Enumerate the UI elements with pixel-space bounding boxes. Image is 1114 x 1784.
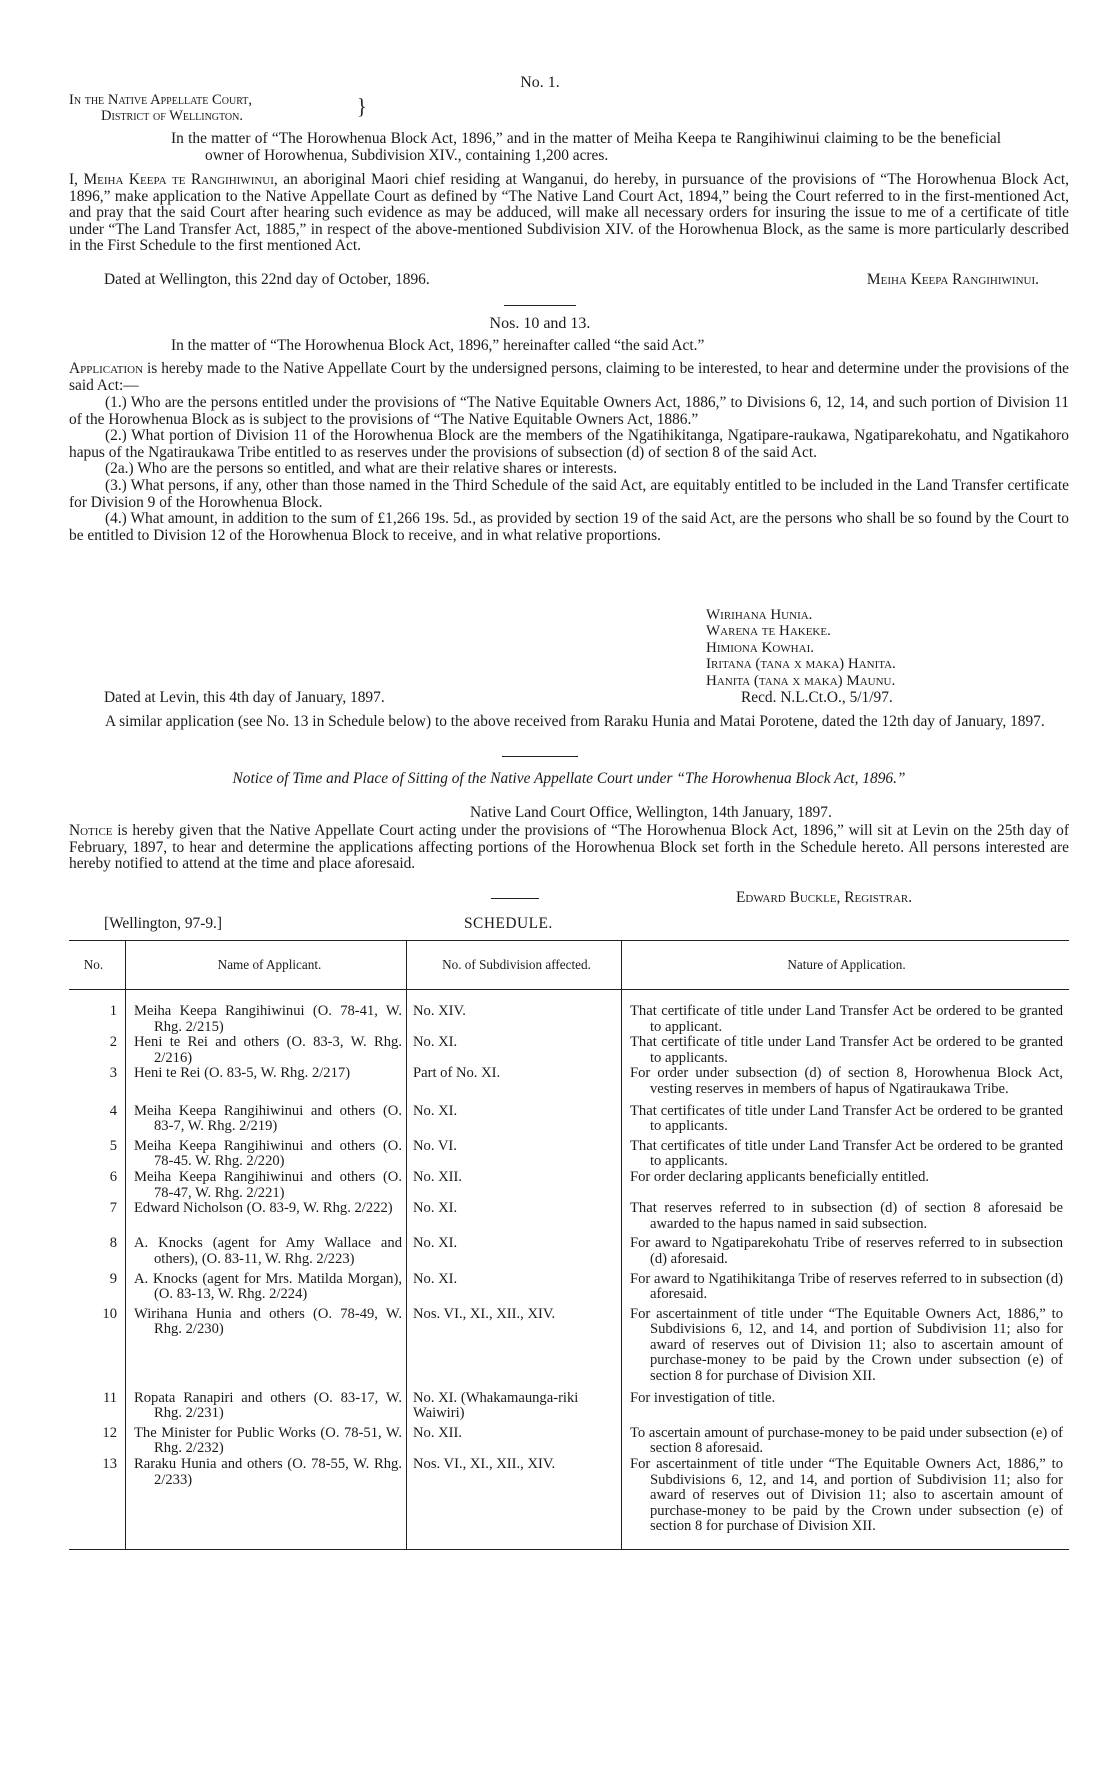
row-nature-text: For order under subsection (d) of section 8, Horowhenua Block Act, vesting reserves in members of hapus of Ngatiraukawa Tribe. xyxy=(630,1065,1063,1097)
row-number xyxy=(69,1201,126,1236)
row-nature xyxy=(622,1272,1070,1307)
row-subdivision-text: Nos. VI., XI., XII., XIV. xyxy=(413,1305,556,1322)
row-number xyxy=(69,1139,126,1170)
signatory-4: Iritana (tana x maka) Hanita. xyxy=(706,656,896,673)
row-applicant xyxy=(126,1272,407,1307)
table-row xyxy=(69,1139,1069,1170)
row-number-text: 4 xyxy=(109,1102,117,1119)
row-subdivision-text: No. XII. xyxy=(413,1424,463,1441)
row-subdivision xyxy=(407,1307,622,1391)
row-number-text: 10 xyxy=(102,1305,117,1322)
row-applicant-text: Raraku Hunia and others (O. 78-55, W. Rhg. 2/233) xyxy=(134,1456,402,1488)
row-number-text: 9 xyxy=(109,1270,117,1287)
notice3-office: Native Land Court Office, Wellington, 14th January, 1897. xyxy=(470,804,832,821)
court-line-2: District of Wellington. xyxy=(101,108,244,124)
row-applicant-text: Meiha Keepa Rangihiwinui and others (O. 78-45. W. Rhg. 2/220) xyxy=(134,1137,402,1170)
notice-lead: Notice xyxy=(69,822,113,839)
row-applicant xyxy=(126,1457,407,1549)
table-row xyxy=(69,1272,1069,1307)
notice2-application xyxy=(69,361,1069,394)
notice3-body xyxy=(69,823,1069,873)
court-heading xyxy=(69,92,252,124)
row-nature xyxy=(622,1170,1070,1201)
divider xyxy=(491,898,539,899)
table-row xyxy=(69,1201,1069,1236)
row-applicant xyxy=(126,1035,407,1066)
notice3-heading: Notice of Time and Place of Sitting of the Native Appellate Court under “The Horowhenua Block Act, 1896.” xyxy=(232,770,906,787)
signatory-1: Wirihana Hunia. xyxy=(706,607,813,623)
row-number-text: 5 xyxy=(109,1137,117,1154)
table-row xyxy=(69,1426,1069,1457)
table-row xyxy=(69,1457,1069,1549)
row-nature-text: That certificates of title under Land Transfer Act be ordered to be granted to applicants. xyxy=(630,1102,1063,1135)
row-nature-text: To ascertain amount of purchase-money to be paid under subsection (e) of section 8 aforesaid. xyxy=(630,1424,1063,1457)
notice1-number: No. 1. xyxy=(520,74,560,91)
row-nature-text: That reserves referred to in subsection (d) of section 8 aforesaid be awarded to the hapus named in said subsection. xyxy=(630,1200,1063,1232)
item-3: (3.) What persons, if any, other than those named in the Third Schedule of the said Act, are equitably entitled to be included in the Land Transfer certificate for Division 9 of the Horowhenua Block. xyxy=(69,476,1069,511)
signatories xyxy=(706,607,896,689)
schedule-title: SCHEDULE. xyxy=(464,915,553,932)
table-header-row xyxy=(69,941,1069,990)
schedule-table xyxy=(69,940,1069,1550)
row-nature xyxy=(622,1457,1070,1549)
row-nature xyxy=(622,1391,1070,1426)
notice1-text: an aboriginal Maori chief residing at Wanganui, do hereby, in pursuance of the provisions of “The Horowhenua Block Act, 1896,” make application to the Native Appellate Court as defined by “The Native Land Court Act, 1894,” being the Court referred to in the first-mentioned Act, and pray that the said Court after hearing such evidence as may be adduced, will make all necessary orders for insuring the issue to me of a certificate of title under “The Land Transfer Act, 1885,” in respect of the above-mentioned Subdivision XIV. of the Horowhenua Block, as the same is more particularly described in the First Schedule to the first mentioned Act. xyxy=(69,171,1069,255)
table-row xyxy=(69,1066,1069,1103)
row-subdivision xyxy=(407,1139,622,1170)
notice2-items xyxy=(69,395,1069,544)
header-no: No. xyxy=(69,941,126,990)
row-subdivision xyxy=(407,1104,622,1139)
row-subdivision xyxy=(407,1426,622,1457)
row-nature xyxy=(622,1035,1070,1066)
header-nature: Nature of Application. xyxy=(622,941,1070,990)
row-applicant-text: Meiha Keepa Rangihiwinui (O. 78-41, W. Rhg. 2/215) xyxy=(134,1003,402,1035)
court-line-1: In the Native Appellate Court, xyxy=(69,92,253,108)
row-subdivision-text: Nos. VI., XI., XII., XIV. xyxy=(413,1456,556,1473)
notice2-received: Recd. N.L.Ct.O., 5/1/97. xyxy=(741,689,893,706)
row-subdivision-text: No. XI. (Whakamaunga-riki Waiwiri) xyxy=(413,1389,579,1422)
row-nature-text: For award to Ngatiparekohatu Tribe of reserves referred to in subsection (d) aforesaid. xyxy=(630,1235,1063,1267)
row-applicant xyxy=(126,1201,407,1236)
row-applicant-text: A. Knocks (agent for Mrs. Matilda Morgan), (O. 83-13, W. Rhg. 2/224) xyxy=(134,1270,402,1303)
row-nature xyxy=(622,1307,1070,1391)
row-number xyxy=(69,1307,126,1391)
row-subdivision-text: No. XII. xyxy=(413,1168,463,1185)
header-name: Name of Applicant. xyxy=(126,941,407,990)
row-applicant-text: Meiha Keepa Rangihiwinui and others (O. 83-7, W. Rhg. 2/219) xyxy=(134,1102,402,1135)
notice2-similar: A similar application (see No. 13 in Schedule below) to the above received from Raraku Hunia and Matai Porotene, dated the 12th day of January, 1897. xyxy=(105,713,1045,730)
row-number-text: 12 xyxy=(102,1424,117,1441)
row-subdivision-text: Part of No. XI. xyxy=(413,1065,501,1082)
application-lead: Application xyxy=(69,360,144,377)
item-2a: (2a.) Who are the persons so entitled, and what are their relative shares or interests. xyxy=(105,460,618,478)
table-row xyxy=(69,1307,1069,1391)
notice1-signature: Meiha Keepa Rangihiwinui. xyxy=(866,271,1039,288)
row-nature-text: For order declaring applicants beneficially entitled. xyxy=(630,1168,930,1185)
table-row xyxy=(69,1035,1069,1066)
table-row xyxy=(69,1170,1069,1201)
row-applicant-text: The Minister for Public Works (O. 78-51, W. Rhg. 2/232) xyxy=(134,1424,402,1457)
divider xyxy=(502,756,578,757)
row-applicant xyxy=(126,1139,407,1170)
row-number xyxy=(69,1104,126,1139)
signatory-3: Himiona Kowhai. xyxy=(706,639,814,656)
row-applicant-text: Heni te Rei (O. 83-5, W. Rhg. 2/217) xyxy=(134,1065,351,1082)
gazette-ref: [Wellington, 97-9.] xyxy=(104,915,223,932)
table-row xyxy=(69,1391,1069,1426)
registrar: Edward Buckle, Registrar. xyxy=(736,889,913,906)
row-number xyxy=(69,1170,126,1201)
row-subdivision-text: No. XI. xyxy=(413,1270,458,1287)
notice1-dated-row xyxy=(104,272,1069,289)
notice1-body xyxy=(69,172,1069,255)
signatory-5: Hanita (tana x maka) Maunu. xyxy=(706,672,896,689)
row-number xyxy=(69,1236,126,1271)
schedule-body xyxy=(69,990,1069,1550)
notice2-number: Nos. 10 and 13. xyxy=(489,315,591,332)
notice3-text: is hereby given that the Native Appellate Court acting under the provisions of “The Horowhenua Block Act, 1896,” will sit at Levin on the 25th day of February, 1897, to hear and determine the applications affecting portions of the Horowhenua Block set forth in the Schedule hereto. All persons interested are hereby notified to attend at the time and place aforesaid. xyxy=(69,822,1069,873)
row-subdivision xyxy=(407,1391,622,1426)
row-number xyxy=(69,1391,126,1426)
signatory-2: Warena te Hakeke. xyxy=(706,623,831,640)
notice2-dated: Dated at Levin, this 4th day of January, 1897. xyxy=(104,689,385,706)
row-number xyxy=(69,1272,126,1307)
row-applicant-text: Edward Nicholson (O. 83-9, W. Rhg. 2/222) xyxy=(134,1200,393,1217)
item-4: (4.) What amount, in addition to the sum of £1,266 19s. 5d., as provided by section 19 of the said Act, are the persons who shall be so found by the Court to be entitled to Division 12 of the Horowhenua Block to receive, and in what relative proportions. xyxy=(69,510,1069,544)
row-subdivision xyxy=(407,1066,622,1103)
row-number-text: 2 xyxy=(109,1034,117,1051)
row-nature-text: That certificates of title under Land Transfer Act be ordered to be granted to applicants. xyxy=(630,1137,1063,1170)
row-applicant xyxy=(126,1426,407,1457)
row-subdivision xyxy=(407,1201,622,1236)
row-subdivision xyxy=(407,1035,622,1066)
row-subdivision xyxy=(407,1272,622,1307)
row-subdivision xyxy=(407,1457,622,1549)
header-subdivision: No. of Subdivision affected. xyxy=(407,941,622,990)
court-brace: } xyxy=(357,94,367,120)
row-nature xyxy=(622,1066,1070,1103)
row-number-text: 8 xyxy=(109,1235,117,1252)
row-applicant xyxy=(126,1170,407,1201)
row-nature-text: For ascertainment of title under “The Equitable Owners Act, 1886,” to Subdivisions 6, 12, and 14, and portion of Subdivision 11; also for award of reserves out of Division 11; also to ascertain amount of purchase-money to be paid by the Crown under subsection (e) of section 8 for purchase of Division XII. xyxy=(630,1305,1063,1385)
row-number xyxy=(69,1066,126,1103)
row-applicant xyxy=(126,1236,407,1271)
row-number-text: 6 xyxy=(109,1168,117,1185)
row-nature xyxy=(622,1236,1070,1271)
row-number-text: 1 xyxy=(109,1003,117,1019)
row-applicant xyxy=(126,1104,407,1139)
row-applicant-text: Wirihana Hunia and others (O. 78-49, W. Rhg. 2/230) xyxy=(134,1305,402,1338)
item-1: (1.) Who are the persons entitled under the provisions of “The Native Equitable Owners Act, 1886,” to Divisions 6, 12, 14, and such portion of Division 11 of the Horowhenua Block as is subject to the provisions of “The Native Equitable Owners Act, 1886.” xyxy=(69,394,1069,428)
row-subdivision-text: No. VI. xyxy=(413,1137,457,1154)
row-applicant-text: Ropata Ranapiri and others (O. 83-17, W. Rhg. 2/231) xyxy=(134,1389,402,1422)
divider xyxy=(504,305,576,306)
row-subdivision-text: No. XI. xyxy=(413,1102,458,1119)
notice1-matter: In the matter of “The Horowhenua Block Act, 1896,” and in the matter of Meiha Keepa te Rangihiwinui claiming to be the beneficial owner of Horowhenua, Subdivision XIV., containing 1,200 acres. xyxy=(171,130,1001,164)
row-nature xyxy=(622,1104,1070,1139)
row-applicant-text: Heni te Rei and others (O. 83-3, W. Rhg. 2/216) xyxy=(134,1034,402,1066)
row-number xyxy=(69,1426,126,1457)
row-number xyxy=(69,1004,126,1035)
row-nature-text: For award to Ngatihikitanga Tribe of reserves referred to in subsection (d) aforesaid. xyxy=(630,1270,1063,1303)
row-subdivision-text: No. XIV. xyxy=(413,1003,466,1019)
item-2: (2.) What portion of Division 11 of the Horowhenua Block are the members of the Ngatihikitanga, Ngatipare-raukawa, Ngatiparekohatu, and Ngatikahoro hapus of the Ngatiraukawa Tribe entitled to as reserves under the provisions of subsection (d) of section 8 of the said Act. xyxy=(69,427,1069,461)
row-nature xyxy=(622,1139,1070,1170)
row-subdivision-text: No. XI. xyxy=(413,1034,458,1051)
row-number xyxy=(69,1457,126,1549)
row-subdivision xyxy=(407,1004,622,1035)
notice1-dated: Dated at Wellington, this 22nd day of October, 1896. xyxy=(104,271,430,288)
table-row xyxy=(69,1104,1069,1139)
row-nature-text: That certificate of title under Land Transfer Act be ordered to be granted to applicants. xyxy=(630,1034,1063,1066)
table-row xyxy=(69,1004,1069,1035)
row-applicant xyxy=(126,1066,407,1103)
row-applicant xyxy=(126,1004,407,1035)
row-applicant xyxy=(126,1391,407,1426)
row-nature-text: That certificate of title under Land Transfer Act be ordered to be granted to applicant. xyxy=(630,1003,1063,1035)
notice1-applicant: I, Meiha Keepa te Rangihiwinui, xyxy=(69,171,278,188)
notice2-matter: In the matter of “The Horowhenua Block Act, 1896,” hereinafter called “the said Act.” xyxy=(171,337,705,354)
row-number-text: 7 xyxy=(109,1200,117,1217)
row-number xyxy=(69,1035,126,1066)
row-subdivision xyxy=(407,1236,622,1271)
row-nature xyxy=(622,1426,1070,1457)
row-subdivision-text: No. XI. xyxy=(413,1235,458,1252)
row-number-text: 11 xyxy=(102,1389,117,1406)
row-applicant xyxy=(126,1307,407,1391)
row-subdivision xyxy=(407,1170,622,1201)
row-number-text: 3 xyxy=(109,1065,117,1082)
row-number-text: 13 xyxy=(102,1456,117,1473)
row-nature-text: For ascertainment of title under “The Equitable Owners Act, 1886,” to Subdivisions 6, 12, and 14, and portion of Subdivision 11; also for award of reserves out of Division 11; also to ascertain amount of purchase-money to be paid by the Crown under subsection (e) of section 8 for purchase of Division XII. xyxy=(630,1456,1063,1535)
row-nature xyxy=(622,1004,1070,1035)
row-nature-text: For investigation of title. xyxy=(630,1389,776,1406)
row-applicant-text: Meiha Keepa Rangihiwinui and others (O. 78-47, W. Rhg. 2/221) xyxy=(134,1168,402,1201)
row-subdivision-text: No. XI. xyxy=(413,1200,458,1217)
table-row xyxy=(69,1236,1069,1271)
application-body: is hereby made to the Native Appellate Court by the undersigned persons, claiming to be interested, to hear and determine under the provisions of the said Act:— xyxy=(69,360,1069,394)
row-nature xyxy=(622,1201,1070,1236)
row-applicant-text: A. Knocks (agent for Amy Wallace and others), (O. 83-11, W. Rhg. 2/223) xyxy=(134,1235,402,1267)
